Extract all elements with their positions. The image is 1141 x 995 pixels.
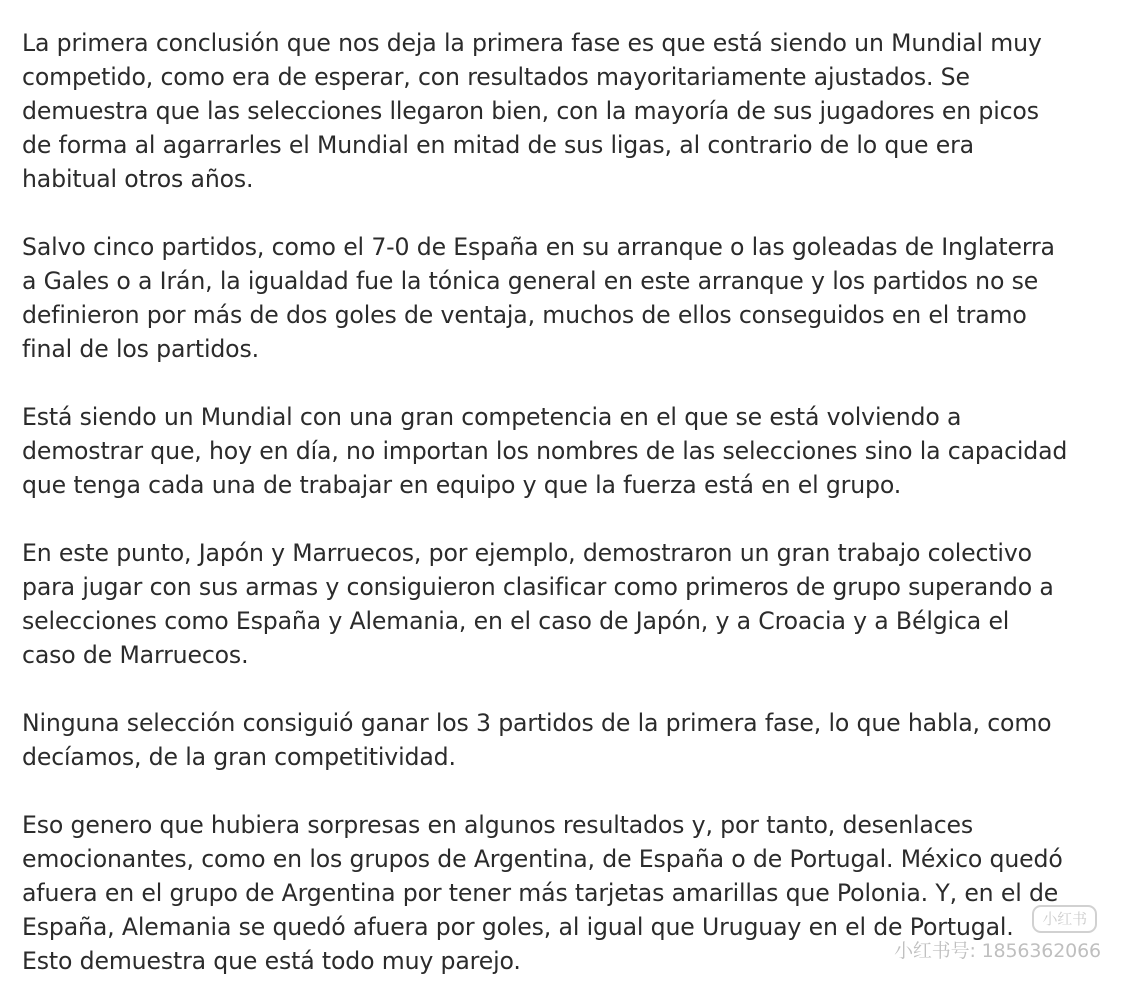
- text-line: que tenga cada una de trabajar en equipo y que la fuerza está en el grupo.: [22, 471, 902, 499]
- text-line: emocionantes, como en los grupos de Argentina, de España o de Portugal. México quedó: [22, 845, 1063, 873]
- text-line: definieron por más de dos goles de ventaja, muchos de ellos conseguidos en el tramo: [22, 301, 1027, 329]
- text-line: La primera conclusión que nos deja la primera fase es que está siendo un Mundial muy: [22, 29, 1042, 57]
- watermark: [894, 905, 1101, 963]
- text-line: demostrar que, hoy en día, no importan los nombres de las selecciones sino la capacidad: [22, 437, 1068, 465]
- text-line: competido, como era de esperar, con resultados mayoritariamente ajustados. Se: [22, 63, 970, 91]
- text-line: Ninguna selección consiguió ganar los 3 partidos de la primera fase, lo que habla, como: [22, 709, 1052, 737]
- watermark-text: 小红书号: 1856362066: [894, 940, 1101, 962]
- paragraph-4: [22, 536, 1123, 672]
- text-line: afuera en el grupo de Argentina por tener más tarjetas amarillas que Polonia. Y, en el de: [22, 879, 1059, 907]
- text-line: demuestra que las selecciones llegaron bien, con la mayoría de sus jugadores en picos: [22, 97, 1039, 125]
- paragraph-2: [22, 230, 1123, 366]
- text-line: habitual otros años.: [22, 165, 254, 193]
- text-line: selecciones como España y Alemania, en el caso de Japón, y a Croacia y a Bélgica el: [22, 607, 1010, 635]
- text-line: final de los partidos.: [22, 335, 259, 363]
- paragraph-1: [22, 26, 1123, 196]
- text-line: Esto demuestra que está todo muy parejo.: [22, 947, 521, 975]
- text-line: caso de Marruecos.: [22, 641, 249, 669]
- text-line: a Gales o a Irán, la igualdad fue la tónica general en este arranque y los partidos no se: [22, 267, 1039, 295]
- text-line: para jugar con sus armas y consiguieron clasificar como primeros de grupo superando a: [22, 573, 1054, 601]
- text-line: Está siendo un Mundial con una gran competencia en el que se está volviendo a: [22, 403, 962, 431]
- text-line: Eso genero que hubiera sorpresas en algunos resultados y, por tanto, desenlaces: [22, 811, 974, 839]
- text-line: En este punto, Japón y Marruecos, por ejemplo, demostraron un gran trabajo colectivo: [22, 539, 1032, 567]
- article-body: [22, 26, 1123, 978]
- paragraph-3: [22, 400, 1123, 502]
- text-line: de forma al agarrarles el Mundial en mitad de sus ligas, al contrario de lo que era: [22, 131, 974, 159]
- text-line: Salvo cinco partidos, como el 7-0 de España en su arranque o las goleadas de Inglaterra: [22, 233, 1055, 261]
- text-line: España, Alemania se quedó afuera por goles, al igual que Uruguay en el de Portugal.: [22, 913, 1014, 941]
- text-line: decíamos, de la gran competitividad.: [22, 743, 456, 771]
- watermark-logo: 小红书: [1032, 905, 1097, 933]
- paragraph-5: [22, 706, 1123, 774]
